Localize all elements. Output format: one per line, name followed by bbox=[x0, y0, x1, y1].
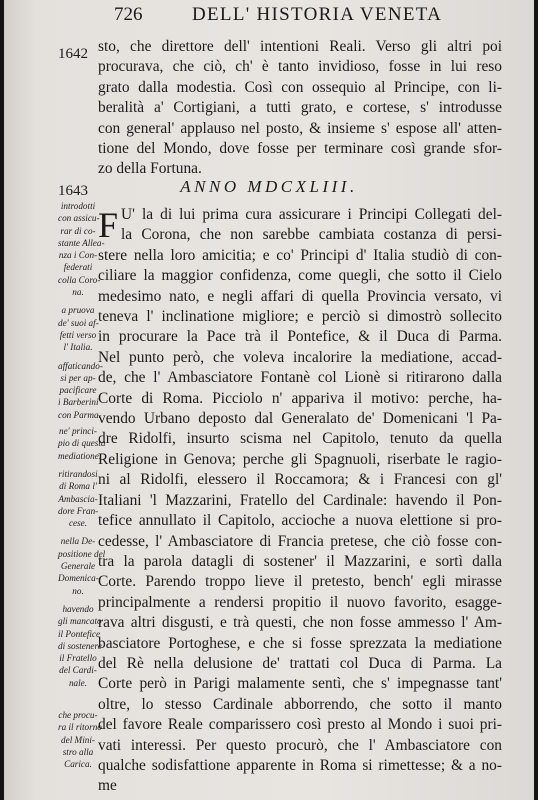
margin-note-line: del Cardi- bbox=[59, 665, 97, 676]
text-line: Corte di Roma. Picciolo n' appariva il motivo: perche, ha- bbox=[98, 389, 502, 407]
page-number: 726 bbox=[114, 4, 143, 25]
paragraph-top bbox=[98, 37, 502, 180]
text-line: Religione in Genova; perche gli Spagnuoli, riserbate le ragio- bbox=[98, 450, 502, 468]
margin-note bbox=[58, 360, 103, 421]
margin-note-line: stro alla bbox=[62, 746, 94, 757]
text-line: Corte. Parendo troppo lieve il pretesto, bench' egli mirasse bbox=[98, 573, 502, 591]
margin-note-line: stante Allea- bbox=[58, 237, 105, 248]
margin-note-line: rar di co- bbox=[60, 225, 96, 236]
text-line: beralità a' Cortigiani, a tutti grato, e cortese, s' introdusse bbox=[98, 99, 502, 117]
margin-note-line: de' suoi af- bbox=[58, 317, 99, 328]
text-line: de, che l' Ambasciatore Fontanè col Lionè si ritirarono dalla bbox=[98, 369, 502, 387]
page-header bbox=[4, 4, 534, 28]
margin-note-line: pio di questa bbox=[58, 438, 106, 449]
margin-note bbox=[58, 304, 98, 353]
text-line: zo della Fortuna. bbox=[98, 160, 202, 178]
margin-note-line: nza i Con- bbox=[58, 250, 98, 261]
margin-note-line: na. bbox=[72, 287, 84, 298]
text-line: sto, che direttore dell' intentioni Reali. Verso gli altri poi bbox=[98, 38, 502, 55]
margin-note-line: cese. bbox=[68, 518, 88, 529]
margin-note-line: pacificare bbox=[59, 385, 97, 396]
margin-note-line: Generale bbox=[60, 561, 96, 572]
margin-note-line: con Parma. bbox=[58, 409, 101, 420]
text-line: tione del Mondo, dove fosse per terminare così grande sfor- bbox=[98, 140, 502, 158]
text-line: grato dalla modestia. Così con ossequio al Principe, con li- bbox=[98, 78, 502, 96]
year-marker-1643: 1643 bbox=[58, 183, 88, 199]
margin-note-line: il Fratello bbox=[59, 653, 97, 664]
text-line: ni al Ridolfi, elessero il Roccamora; & i Francesi con gl' bbox=[98, 471, 502, 489]
margin-note-line: Domenica- bbox=[58, 573, 99, 584]
margin-note-line: nale. bbox=[68, 677, 88, 688]
margin-note-line: ne' princi- bbox=[59, 426, 97, 437]
margin-note-line: a pruova bbox=[61, 305, 95, 316]
margin-note bbox=[58, 709, 102, 770]
paragraph-main bbox=[98, 205, 502, 797]
margin-note-line: Carica. bbox=[64, 759, 92, 770]
text-line: cedesse, l' Ambasciatore di Francia pretese, che ciò fosse con- bbox=[98, 532, 502, 550]
margin-note-line: nella De- bbox=[60, 536, 96, 547]
margin-note-line: no. bbox=[72, 585, 84, 596]
margin-note-line: che procu- bbox=[58, 709, 98, 720]
text-line: me bbox=[98, 777, 117, 795]
text-line: teneva l' inclinatione migliore; e perciò si dimostrò sollecito bbox=[98, 308, 502, 326]
margin-note-line: havendo bbox=[62, 603, 94, 614]
margin-note-line: positione del bbox=[58, 548, 106, 559]
margin-note-line: di Roma l' bbox=[59, 481, 97, 492]
text-line: del favore Reale comparissero così presto al Mondo i suoi pri- bbox=[98, 716, 502, 734]
text-line: vendo Urbano deposto dal Generalato de' Domenicani 'l Pa- bbox=[98, 410, 502, 428]
margin-note-line: con assicu- bbox=[58, 213, 100, 224]
text-line: oltre, lo stesso Cardinale abborrendo, che sotto il manto bbox=[98, 695, 502, 713]
margin-notes bbox=[58, 200, 106, 770]
drop-cap: F bbox=[98, 205, 119, 245]
margin-note-line: colla Coro- bbox=[58, 274, 101, 285]
book-page bbox=[4, 0, 534, 800]
margin-note-line: fetti verso bbox=[59, 329, 97, 340]
text-line: Italiani 'l Mazzarini, Fratello del Cardinale: havendo il Pon- bbox=[98, 491, 502, 509]
text-line: tra la parola datagli di sostener' il Mazzarini, e sortì dalla bbox=[98, 552, 502, 570]
text-line: in procurare la Pace trà il Pontefice, & il Duca di Parma. bbox=[98, 328, 502, 346]
margin-note bbox=[58, 535, 106, 596]
text-line: rava altri disgusti, e trà questi, che non fosse ammesso l' Am- bbox=[98, 614, 502, 632]
section-title: ANNO MDCXLIII. bbox=[180, 177, 358, 196]
margin-note-line: il Pontefice bbox=[58, 628, 101, 639]
margin-note-line: gli mancato bbox=[58, 616, 102, 627]
text-line: U' la di lui prima cura assicurare i Principi Collegati del- bbox=[121, 206, 502, 223]
text-line: del Rè nella delusione de' trattati col Duca di Parma. La bbox=[98, 654, 502, 672]
margin-note-line: affaticando- bbox=[58, 360, 103, 371]
text-line: la Corona, che non sarebbe cambiata costanza di persi- bbox=[121, 226, 502, 244]
margin-note-line: ritirandosi bbox=[58, 468, 98, 479]
margin-note-line: introdotti bbox=[60, 201, 96, 211]
margin-note-line: si per ap- bbox=[60, 372, 96, 383]
text-line: vati interessi. Per questo procurò, che l' Ambasciatore con bbox=[98, 736, 502, 754]
margin-note-line: dore Fran- bbox=[58, 505, 99, 516]
margin-note bbox=[58, 200, 105, 298]
year-marker-1642: 1642 bbox=[58, 46, 88, 62]
margin-note bbox=[58, 603, 102, 689]
margin-note-line: l' Italia. bbox=[63, 342, 93, 353]
margin-note-line: i Barberini bbox=[58, 397, 99, 408]
text-line: basciatore Portoghese, e che si fosse sprezzata la mediatione bbox=[98, 634, 502, 652]
text-line: tefice annullato il Capitolo, accioche a nuova elettione si pro- bbox=[98, 512, 502, 530]
margin-note-line: di sostenere bbox=[58, 640, 102, 651]
margin-note-line: ra il ritorno bbox=[58, 722, 102, 733]
margin-note-line: del Mini- bbox=[61, 734, 95, 745]
text-line: medesimo nato, e negli affari di quella Provincia versato, vi bbox=[98, 287, 502, 305]
text-line: dre Ridolfi, insurto scisma nel Capitolo, tenuto da quella bbox=[98, 430, 502, 448]
margin-note-line: mediatione. bbox=[58, 450, 102, 461]
running-title: DELL' HISTORIA VENETA bbox=[192, 4, 443, 25]
margin-note-line: federati bbox=[63, 262, 93, 273]
text-line: Nel punto però, che voleva incalorire la mediatione, accad- bbox=[98, 348, 502, 366]
text-line: principalmente a rendersi propitio il nuovo favorito, esagge- bbox=[98, 593, 502, 611]
text-line: con general' applauso nel posto, & insieme s' espose all' atten- bbox=[98, 119, 502, 137]
text-line: Corte però in Parigi malamente sentì, che s' impegnasse tant' bbox=[98, 675, 502, 693]
text-line: stere nella loro amicitia; e co' Principi d' Italia studiò di con- bbox=[98, 246, 502, 264]
text-line: procurava, che ciò, ch' è tanto invidioso, fosse in lui reso bbox=[98, 58, 502, 76]
margin-note bbox=[58, 425, 106, 462]
text-line: ciliare la maggior confidenza, come quegli, che sotto il Cielo bbox=[98, 267, 502, 285]
margin-note bbox=[58, 468, 98, 529]
text-line: qualche sodisfattione apparente in Roma si rimettesse; & a no- bbox=[98, 756, 502, 774]
margin-note-line: Ambascia- bbox=[58, 493, 98, 504]
